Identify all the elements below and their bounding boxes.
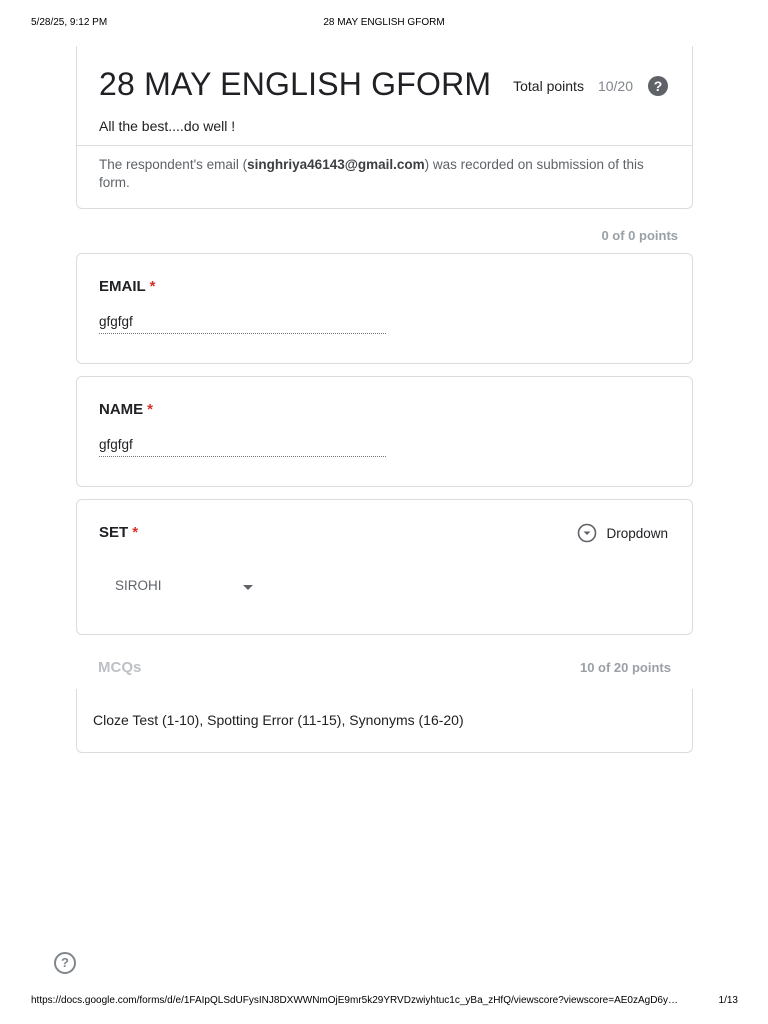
total-points-label: Total points — [513, 78, 584, 94]
print-datetime: 5/28/25, 9:12 PM — [31, 17, 108, 28]
set-dropdown-value[interactable]: SIROHI — [115, 578, 162, 593]
question-title — [99, 278, 156, 295]
mcq-section-card — [76, 689, 693, 753]
form-title: 28 MAY ENGLISH GFORM — [99, 66, 492, 102]
mcq-section-description: Cloze Test (1-10), Spotting Error (11-15), Synonyms (16-20) — [93, 712, 464, 728]
required-asterisk: * — [147, 401, 154, 418]
respondent-email: singhriya46143@gmail.com — [247, 157, 425, 172]
question-title — [99, 524, 138, 541]
section-points: 0 of 0 points — [601, 228, 678, 243]
dropdown-circle-icon — [577, 523, 597, 543]
question-title-text: EMAIL — [99, 278, 146, 295]
print-header — [31, 17, 737, 31]
question-type-indicator — [577, 523, 668, 543]
email-note-suffix: ) was recorded on submission of this form. — [99, 157, 644, 190]
help-circle-icon[interactable]: ? — [648, 76, 668, 96]
question-title — [99, 401, 153, 418]
section-score: 10 of 20 points — [579, 660, 671, 675]
email-recorded-note — [99, 156, 668, 192]
help-icon[interactable]: ? — [54, 952, 76, 974]
question-type-label: Dropdown — [606, 525, 668, 541]
question-card-set — [76, 499, 693, 635]
question-card-name — [76, 376, 693, 487]
email-note-prefix: The respondent's email ( — [99, 157, 248, 172]
form-description: All the best....do well ! — [99, 118, 236, 134]
name-answer-field[interactable]: gfgfgf — [99, 437, 386, 457]
print-footer — [31, 995, 738, 1009]
required-asterisk: * — [149, 278, 156, 295]
caret-down-icon[interactable] — [243, 585, 253, 590]
total-points — [513, 76, 668, 96]
question-card-email — [76, 253, 693, 364]
question-title-text: SET — [99, 524, 129, 541]
print-page-number: 1/13 — [718, 995, 738, 1006]
form-header-card — [76, 46, 693, 209]
total-points-value: 10/20 — [597, 78, 633, 94]
section-title-mcqs: MCQs — [98, 659, 142, 676]
email-answer-field[interactable]: gfgfgf — [99, 314, 386, 334]
question-title-text: NAME — [99, 401, 144, 418]
print-doc-title: 28 MAY ENGLISH GFORM — [323, 17, 445, 28]
print-url: https://docs.google.com/forms/d/e/1FAIpQLSdUFysINJ8DXWWNmOjE9mr5k29YRVDzwiyhtuc1c_yBa_zHfQ/viewscore?viewscore=AE0zAgD6y… — [31, 995, 678, 1006]
header-divider — [77, 145, 692, 146]
required-asterisk: * — [132, 524, 139, 541]
